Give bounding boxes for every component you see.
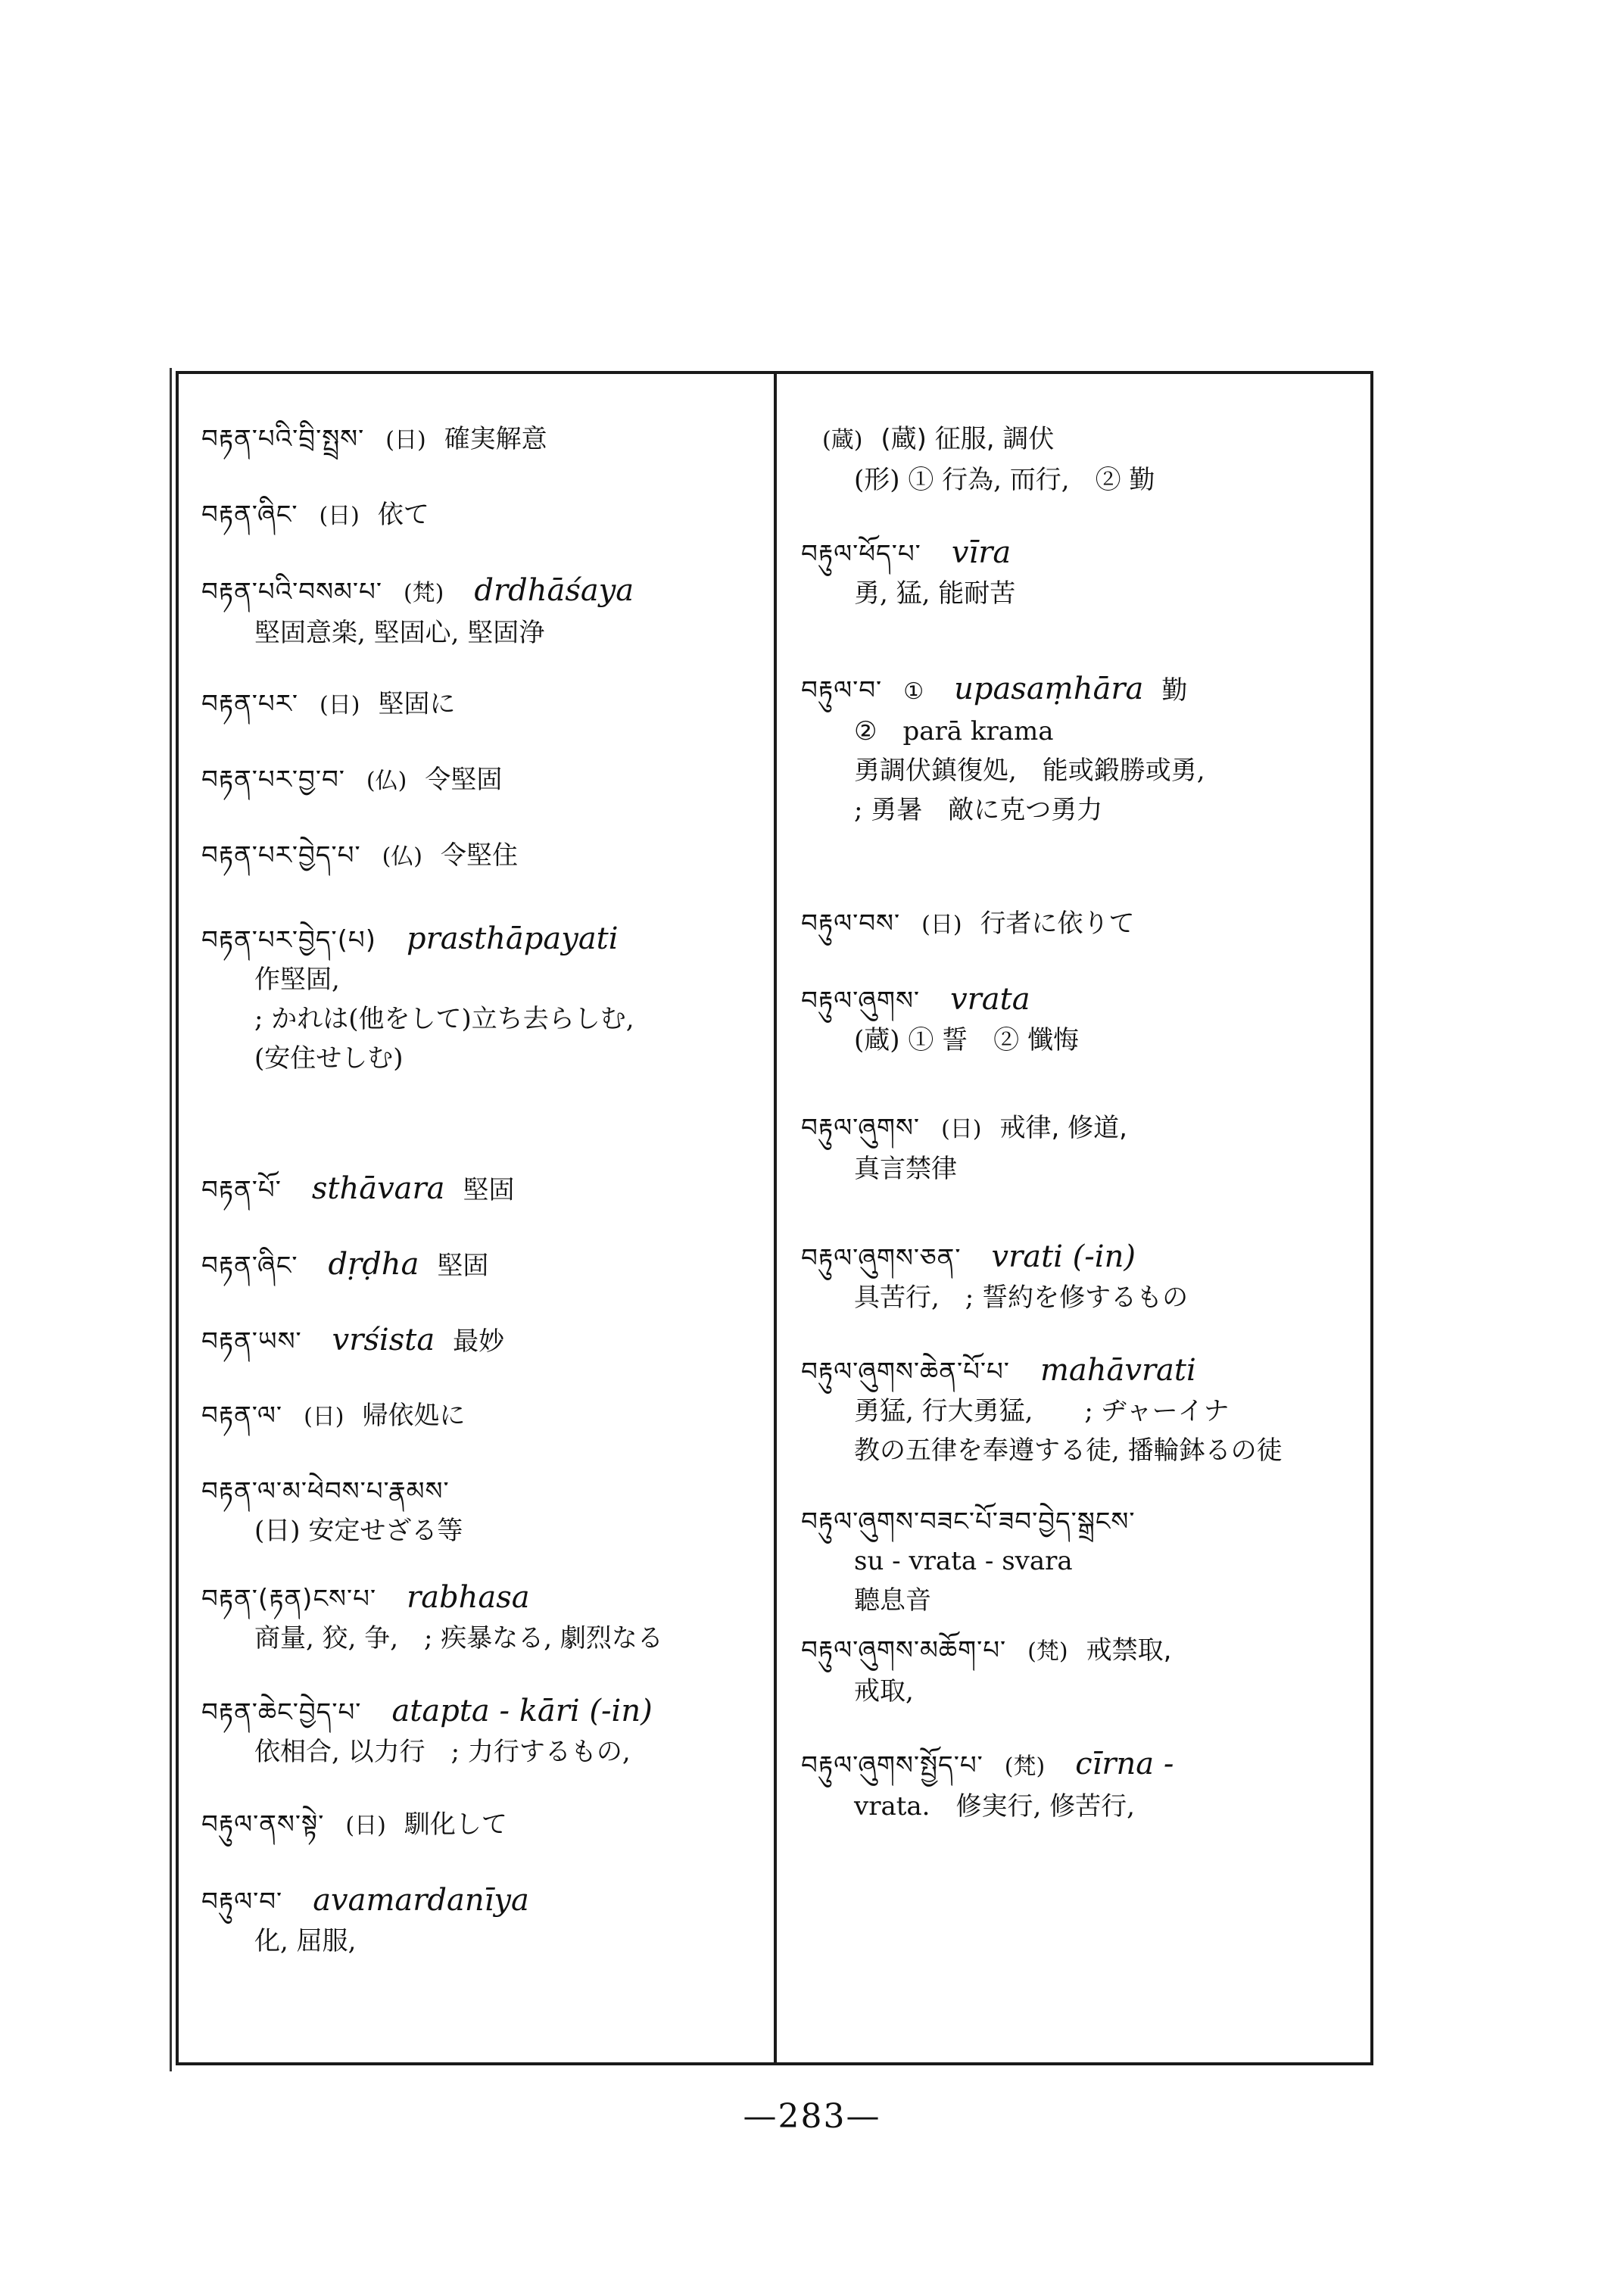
entry-continuation: 具苦行, ; 誓約を修するもの (854, 1283, 1189, 1313)
left-column (179, 374, 754, 2062)
page-number: —283— (743, 2097, 881, 2136)
japanese-gloss: 馴化して (404, 1809, 507, 1840)
dictionary-entry (201, 1578, 743, 1658)
japanese-gloss: 最妙 (453, 1326, 505, 1357)
dictionary-entry (801, 419, 1343, 500)
japanese-gloss: 帰依処に (362, 1401, 466, 1431)
dictionary-entry (801, 1744, 1343, 1826)
source-mark: (梵) (403, 580, 444, 606)
entry-headline (801, 904, 1343, 945)
japanese-gloss: 堅固に (378, 689, 456, 719)
entry-headline (201, 1691, 743, 1732)
dictionary-entry (801, 1502, 1343, 1620)
sanskrit-equivalent: drdhāśaya (474, 573, 634, 608)
sanskrit-equivalent: vrśista (332, 1323, 435, 1357)
tibetan-headword: བརྟུལ་ཞུགས་ཅན་ (801, 1243, 962, 1273)
tibetan-headword: བརྟན་པོ་ (201, 1175, 282, 1205)
dictionary-entry (201, 836, 743, 877)
dictionary-entry (801, 1351, 1343, 1470)
dictionary-entry (801, 1631, 1343, 1711)
japanese-gloss: 行者に依りて (980, 909, 1135, 939)
tibetan-headword: བརྟུལ་ཞུགས་བཟང་པོ་ཟབ་བྱེད་སྒྲངས་ (801, 1507, 1136, 1537)
entry-continuation: su - vrata - svara (854, 1546, 1073, 1576)
dictionary-entry (201, 919, 743, 1078)
source-mark: (日) (319, 503, 360, 529)
dictionary-entry (201, 1396, 743, 1437)
japanese-gloss: 確実解意 (444, 424, 547, 454)
entry-continuation: ; 勇暑 敵に克つ勇力 (854, 795, 1103, 825)
entry-headline (801, 980, 1343, 1021)
dictionary-entry (201, 1881, 743, 1961)
entry-headline (201, 836, 743, 877)
tibetan-headword: བརྟན་ཡས་ (201, 1326, 302, 1357)
dictionary-entry (801, 980, 1343, 1060)
entry-headline (201, 1881, 743, 1922)
dictionary-entry (801, 533, 1343, 613)
tibetan-headword: བརྟན་པའི་བསམ་པ་ (201, 577, 382, 607)
tibetan-headword: བརྟན་ཞིང་ (201, 1251, 298, 1281)
sanskrit-equivalent: mahāvrati (1040, 1353, 1196, 1388)
source-mark: ① (903, 678, 924, 705)
dictionary-entry (201, 1472, 743, 1551)
dictionary-entry (201, 1245, 743, 1286)
source-mark: (日) (320, 692, 360, 718)
column-divider (774, 374, 777, 2062)
tibetan-headword: བརྟུལ་བས་ (801, 909, 901, 939)
entry-headline (801, 1502, 1343, 1541)
japanese-gloss: 戒律, 修道, (999, 1113, 1127, 1143)
japanese-gloss: 令堅固 (425, 765, 503, 795)
tibetan-headword: བརྟན་ཆེང་བྱེད་པ་ (201, 1697, 362, 1728)
entry-continuation: (形) ① 行為, 而行, ② 勤 (854, 465, 1155, 495)
japanese-gloss: (蔵) 征服, 調伏 (881, 424, 1055, 454)
sanskrit-equivalent: atapta - kāri (-in) (391, 1694, 653, 1728)
entry-continuation: 真言禁律 (854, 1154, 957, 1184)
tibetan-headword: བརྟུལ་ནས་སྟེ་ (201, 1809, 325, 1840)
tibetan-headword: བརྟན་པར་བྱ་བ་ (201, 765, 345, 795)
japanese-gloss: 勤 (1161, 675, 1188, 706)
entry-headline (801, 1631, 1343, 1672)
tibetan-headword: བརྟུལ་ཕོད་པ་ (801, 539, 921, 569)
entry-headline (201, 760, 743, 801)
entry-headline (801, 533, 1343, 574)
source-mark: (仏) (366, 768, 407, 794)
japanese-gloss: 堅固 (437, 1251, 489, 1281)
source-mark: (日) (304, 1404, 344, 1430)
sanskrit-equivalent: prasthāpayati (406, 921, 619, 956)
tibetan-headword: བརྟན་པར་བྱེད་པ་ (201, 840, 361, 871)
tibetan-headword: བརྟན་པར་ (201, 689, 299, 719)
entry-headline (201, 684, 743, 725)
entry-continuation: 堅固意楽, 堅固心, 堅固浄 (254, 618, 545, 648)
source-mark: (日) (345, 1812, 386, 1839)
source-mark: (梵) (1027, 1638, 1068, 1665)
entry-continuation: 依相合, 以力行 ; 力行するもの, (254, 1737, 631, 1767)
entry-headline (201, 1805, 743, 1846)
dictionary-entry (801, 904, 1343, 945)
entry-headline (801, 669, 1343, 712)
dictionary-frame (176, 371, 1373, 2065)
sanskrit-equivalent: cīrna - (1075, 1747, 1174, 1781)
tibetan-headword: བརྟུལ་ཞུགས་སྤྱོད་པ་ (801, 1750, 983, 1781)
dictionary-entry (801, 669, 1343, 830)
tibetan-headword: བརྟན་ལ་ (201, 1401, 283, 1431)
sanskrit-equivalent: vīra (951, 535, 1011, 570)
sanskrit-equivalent: sthāvara (311, 1171, 445, 1206)
dictionary-entry (201, 760, 743, 801)
sanskrit-equivalent: rabhasa (407, 1580, 530, 1615)
entry-continuation: (蔵) ① 誓 ② 懺悔 (854, 1025, 1079, 1055)
entry-headline (801, 1351, 1343, 1392)
source-mark: (仏) (382, 843, 423, 870)
entry-headline (801, 1108, 1343, 1149)
entry-headline (201, 1245, 743, 1286)
entry-continuation: 勇猛, 行大勇猛, ; ヂャーイナ (854, 1396, 1230, 1426)
entry-continuation: (日) 安定せざる等 (254, 1516, 463, 1546)
sanskrit-equivalent: vrata (950, 982, 1030, 1017)
source-mark: (日) (385, 427, 426, 454)
entry-headline (201, 419, 743, 460)
entry-continuation: 作堅固, (254, 965, 340, 995)
entry-headline (801, 1237, 1343, 1278)
entry-continuation: ② parā krama (854, 716, 1054, 746)
entry-headline (801, 419, 1343, 460)
entry-headline (201, 1578, 743, 1619)
entry-headline (201, 1396, 743, 1437)
tibetan-headword: བརྟན་ལ་མ་ཕེབས་པ་རྣམས་ (201, 1476, 450, 1507)
dictionary-entry (201, 684, 743, 725)
dictionary-entry (201, 1169, 743, 1210)
tibetan-headword: བརྟུལ་བ་ (201, 1887, 283, 1917)
entry-continuation: vrata. 修実行, 修苦行, (854, 1791, 1135, 1822)
japanese-gloss: 戒禁取, (1086, 1635, 1172, 1666)
entry-continuation: 教の五律を奉遵する徒, 播輪鉢るの徒 (854, 1435, 1283, 1466)
dictionary-entry (201, 1805, 743, 1846)
entry-continuation: 勇, 猛, 能耐苦 (854, 578, 1016, 609)
tibetan-headword: བརྟུལ་ཞུགས་མཆོག་པ་ (801, 1635, 1007, 1666)
entry-continuation: 商量, 狡, 争, ; 疾暴なる, 劇烈なる (254, 1623, 663, 1653)
dictionary-entry (201, 1691, 743, 1772)
entry-headline (801, 1744, 1343, 1787)
entry-headline (201, 1169, 743, 1210)
right-column (778, 374, 1354, 2062)
entry-headline (201, 919, 743, 960)
tibetan-headword: བརྟུལ་ཞུགས་ (801, 986, 921, 1016)
entry-headline (201, 1472, 743, 1511)
sanskrit-equivalent: avamardanīya (313, 1883, 529, 1918)
source-mark: (日) (941, 1116, 982, 1142)
source-mark: (日) (921, 912, 962, 938)
dictionary-entry (201, 1320, 743, 1361)
sanskrit-equivalent: upasaṃhāra (954, 672, 1144, 706)
entry-headline (201, 495, 743, 536)
japanese-gloss: 堅固 (463, 1175, 515, 1205)
source-mark: (蔵) (822, 427, 863, 454)
tibetan-headword: བརྟན་ཞིང་ (201, 500, 298, 530)
dictionary-entry (201, 419, 743, 460)
entry-continuation: 戒取, (854, 1676, 914, 1706)
entry-continuation: ; かれは(他をして)立ち去らしむ, (254, 1004, 634, 1034)
dictionary-entry (801, 1237, 1343, 1317)
tibetan-headword: བརྟན་པའི་བྲི་སྤྲས་ (201, 424, 365, 454)
tibetan-headword: བརྟན་པར་བྱེད་(པ) (201, 925, 376, 955)
tibetan-headword: བརྟན་(རྟན)ངས་པ་ (201, 1584, 377, 1614)
entry-headline (201, 571, 743, 613)
entry-continuation: 勇調伏鎮復処, 能或鍛勝或勇, (854, 756, 1205, 786)
entry-continuation: 化, 屈服, (254, 1926, 357, 1956)
dictionary-entry (801, 1108, 1343, 1189)
japanese-gloss: 依て (377, 500, 429, 530)
tibetan-headword: བརྟུལ་ཞུགས་ (801, 1113, 921, 1143)
dictionary-entry (201, 495, 743, 536)
entry-continuation: (安住せしむ) (254, 1043, 404, 1074)
sanskrit-equivalent: dṛḍha (328, 1247, 419, 1282)
entry-headline (201, 1320, 743, 1361)
entry-continuation: 聽息音 (854, 1585, 931, 1616)
tibetan-headword: བརྟུལ་ཞུགས་ཆེན་པོ་པ་ (801, 1357, 1010, 1387)
source-mark: (梵) (1004, 1753, 1046, 1780)
sanskrit-equivalent: vrati (-in) (991, 1239, 1136, 1274)
japanese-gloss: 令堅住 (441, 840, 519, 871)
dictionary-entry (201, 571, 743, 653)
tibetan-headword: བརྟུལ་བ་ (801, 675, 883, 706)
